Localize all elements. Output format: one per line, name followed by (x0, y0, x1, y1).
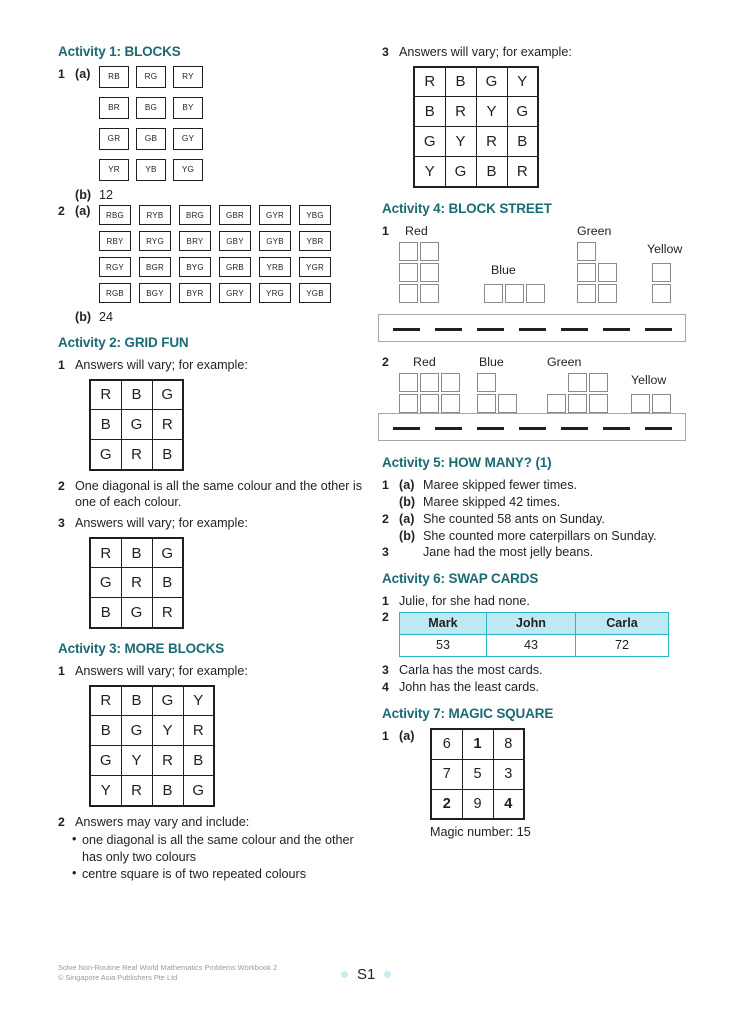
grid-row (90, 410, 183, 440)
grid-cell: G (476, 67, 507, 97)
answer-row (382, 511, 702, 528)
answer-text: 24 (99, 310, 114, 325)
grid-cell: R (121, 776, 152, 806)
answer-text: 12 (99, 187, 114, 202)
activity-3-grid-1 (89, 685, 215, 807)
block-tile: GY (173, 128, 203, 150)
answer-text: She counted more caterpillars on Sunday. (423, 528, 657, 543)
activity-6-q3-row (382, 662, 702, 679)
block-tile: GBY (219, 231, 251, 251)
block-tile: GR (99, 128, 129, 150)
activity-6-q4-row (382, 679, 702, 696)
block-tile: GRB (219, 257, 251, 277)
answer-text: Jane had the most jelly beans. (423, 545, 594, 560)
road-dash (561, 328, 588, 331)
question-number: 1 (382, 729, 389, 744)
grid-cell: B (152, 440, 183, 470)
grid-row (90, 380, 183, 410)
question-sublabel: (b) (399, 528, 416, 543)
activity-2-grid-1 (89, 379, 184, 471)
street-block (399, 394, 418, 413)
road-dash (477, 427, 504, 430)
grid-cell: R (90, 538, 121, 568)
activity-1-heading: Activity 1: BLOCKS (58, 44, 181, 59)
grid-cell: Y (414, 157, 445, 187)
activity-2-q1-row (58, 357, 376, 374)
street-block (420, 263, 439, 282)
grid-cell: G (90, 440, 121, 470)
street-block (441, 373, 460, 392)
grid-row (431, 729, 524, 759)
answer-text: Answers will vary; for example: (75, 663, 248, 678)
street-block (399, 373, 418, 392)
grid-cell: G (507, 97, 538, 127)
activity-6-heading: Activity 6: SWAP CARDS (382, 571, 539, 587)
grid-cell: B (121, 380, 152, 410)
street-block (420, 242, 439, 261)
activity-4-road-2 (378, 413, 686, 441)
question-sublabel: (b) (399, 495, 416, 510)
grid-cell: G (445, 157, 476, 187)
street-block (631, 394, 650, 413)
grid-cell: B (152, 776, 183, 806)
block-tile: BY (173, 97, 203, 119)
street-block (505, 284, 524, 303)
block-tile: YGR (299, 257, 331, 277)
block-tile: BRG (179, 205, 211, 225)
grid-cell: R (152, 746, 183, 776)
answer-text: Answers will vary; for example: (75, 357, 248, 372)
question-sublabel: (a) (399, 511, 415, 526)
street-block (420, 373, 439, 392)
activity-2-q2-row (58, 478, 376, 511)
question-number: 3 (382, 662, 389, 677)
grid-cell: G (152, 380, 183, 410)
street-block (577, 242, 596, 261)
dot-decoration-icon (341, 971, 348, 978)
question-number: 1 (382, 478, 389, 493)
grid-row (90, 746, 214, 776)
bullet-item: • one diagonal is all the same colour and the other has only two colours (72, 832, 376, 866)
answer-row (382, 494, 702, 511)
grid-cell: Y (445, 127, 476, 157)
page-marker (341, 966, 391, 983)
street-block (652, 263, 671, 282)
activity-3-heading: Activity 3: MORE BLOCKS (58, 640, 225, 656)
street-group-label: Green (577, 224, 612, 239)
block-tile: RG (136, 66, 166, 88)
activity-1-q2b-row (75, 309, 376, 326)
answer-text: One diagonal is all the same colour and the other is one of each colour. (75, 478, 363, 510)
street-group-label: Red (405, 224, 428, 239)
question-number: 2 (382, 355, 389, 370)
grid-cell: 8 (493, 729, 524, 759)
block-tile: RYB (139, 205, 171, 225)
question-number: 3 (58, 516, 65, 531)
activity-3-q2-bullets (58, 832, 376, 883)
answer-text: Maree skipped 42 times. (423, 495, 561, 510)
grid-cell: B (121, 538, 152, 568)
grid-row (414, 127, 538, 157)
grid-cell: B (90, 716, 121, 746)
block-tile: GB (136, 128, 166, 150)
street-group-label: Red (413, 355, 436, 370)
grid-cell: B (183, 746, 214, 776)
road-dash (561, 427, 588, 430)
grid-cell: 6 (431, 729, 462, 759)
question-number: 4 (382, 679, 389, 694)
block-tile: RBG (99, 205, 131, 225)
activity-3-q2-row (58, 814, 376, 831)
grid-row (414, 157, 538, 187)
right-column (382, 44, 702, 839)
grid-cell: 9 (462, 789, 493, 819)
grid-cell: Y (121, 746, 152, 776)
street-block (598, 284, 617, 303)
street-group-label: Green (547, 355, 582, 370)
grid-cell: R (445, 97, 476, 127)
answer-text: Julie, for she had none. (399, 594, 530, 609)
table-header-cell: Carla (575, 612, 668, 634)
grid-cell: R (90, 380, 121, 410)
grid-cell: Y (476, 97, 507, 127)
grid-cell: B (121, 686, 152, 716)
road-dash (393, 328, 420, 331)
road-dash (603, 328, 630, 331)
question-sublabel: (a) (75, 204, 91, 219)
road-dash (519, 328, 546, 331)
grid-cell: R (414, 67, 445, 97)
table-header-row (400, 612, 669, 634)
activity-3-q1-row (58, 663, 376, 680)
road-dash (645, 427, 672, 430)
question-number: 2 (58, 814, 65, 829)
question-sublabel: (a) (399, 478, 415, 493)
footer-copyright: © Singapore Asia Publishers Pte Ltd (58, 973, 178, 983)
grid-row (90, 686, 214, 716)
activity-4-road-1 (378, 314, 686, 342)
grid-row (90, 440, 183, 470)
grid-cell: R (183, 716, 214, 746)
activity-2-q3-row (58, 515, 376, 532)
grid-cell: R (152, 598, 183, 628)
grid-row (90, 568, 183, 598)
block-tile: BGR (139, 257, 171, 277)
bullet-item: • centre square is of two repeated colours (72, 866, 376, 883)
street-block (399, 242, 418, 261)
road-dash (435, 328, 462, 331)
street-block (589, 373, 608, 392)
grid-cell: 3 (493, 759, 524, 789)
street-block (399, 263, 418, 282)
page-number: S1 (357, 965, 376, 983)
activity-1-three-letter-blocks (99, 205, 376, 303)
grid-cell: R (90, 686, 121, 716)
table-header-cell: John (486, 612, 575, 634)
grid-cell: Y (183, 686, 214, 716)
grid-row (90, 776, 214, 806)
street-block (420, 394, 439, 413)
street-block (598, 263, 617, 282)
grid-cell: G (121, 716, 152, 746)
question-number: 1 (382, 223, 389, 238)
grid-cell: B (90, 598, 121, 628)
block-tile: GYB (259, 231, 291, 251)
activity-4-block-street-1 (399, 224, 702, 308)
grid-cell: G (414, 127, 445, 157)
street-block (420, 284, 439, 303)
grid-cell: G (152, 686, 183, 716)
street-block (577, 284, 596, 303)
street-block (477, 394, 496, 413)
grid-cell: Y (152, 716, 183, 746)
block-tile: BRY (179, 231, 211, 251)
block-tile: GRY (219, 283, 251, 303)
block-tile: GBR (219, 205, 251, 225)
grid-cell: 7 (431, 759, 462, 789)
road-dash (393, 427, 420, 430)
road-dash (519, 427, 546, 430)
grid-row (431, 759, 524, 789)
activity-7-heading: Activity 7: MAGIC SQUARE (382, 706, 554, 722)
question-sublabel: (a) (399, 729, 415, 744)
activity-5-items (382, 477, 702, 561)
street-group-label: Blue (479, 355, 504, 370)
street-block (498, 394, 517, 413)
activity-4-block-street-2 (399, 355, 702, 407)
block-tile: RB (99, 66, 129, 88)
grid-cell: R (121, 440, 152, 470)
grid-cell: B (90, 410, 121, 440)
question-sublabel: (b) (75, 187, 92, 202)
block-tile: RYG (139, 231, 171, 251)
answer-text: Answers may vary and include: (75, 814, 250, 829)
street-group-label: Yellow (647, 242, 683, 257)
block-tile: BR (99, 97, 129, 119)
street-block (652, 394, 671, 413)
block-tile: RGY (99, 257, 131, 277)
answer-text: Maree skipped fewer times. (423, 478, 577, 493)
activity-2-heading: Activity 2: GRID FUN (58, 334, 189, 350)
grid-cell: G (121, 598, 152, 628)
activity-3-grid-2 (413, 66, 539, 188)
table-row (400, 634, 669, 656)
page-footer (58, 963, 698, 984)
grid-cell: 2 (431, 789, 462, 819)
table-cell: 43 (486, 634, 575, 656)
answer-row (382, 477, 702, 494)
street-block (441, 394, 460, 413)
grid-cell: B (414, 97, 445, 127)
grid-row (414, 67, 538, 97)
grid-cell: R (507, 157, 538, 187)
answer-text: Carla has the most cards. (399, 662, 543, 677)
block-tile: YR (99, 159, 129, 181)
activity-2-grid-2 (89, 537, 184, 629)
grid-row (414, 97, 538, 127)
question-number: 1 (58, 67, 65, 81)
grid-cell: G (121, 410, 152, 440)
activity-1-q1b-row (75, 187, 376, 204)
question-number: 3 (382, 545, 389, 560)
street-block (589, 394, 608, 413)
grid-cell: G (90, 746, 121, 776)
question-number: 1 (382, 594, 389, 609)
grid-cell: G (183, 776, 214, 806)
block-tile: GYR (259, 205, 291, 225)
street-block (477, 373, 496, 392)
street-group-label: Blue (491, 263, 516, 278)
footer-title: Solve Non-Routine Real World Mathematics Problems Workbook 2 (58, 962, 278, 972)
grid-cell: R (152, 410, 183, 440)
block-tile: BYR (179, 283, 211, 303)
swap-cards-table (399, 612, 669, 657)
grid-cell: B (507, 127, 538, 157)
grid-cell: Y (90, 776, 121, 806)
answer-text: John has the least cards. (399, 679, 540, 694)
block-tile: RY (173, 66, 203, 88)
grid-cell: G (152, 538, 183, 568)
table-cell: 72 (575, 634, 668, 656)
grid-row (90, 538, 183, 568)
activity-1-two-letter-blocks (99, 66, 376, 181)
answer-text: Answers will vary; for example: (399, 45, 572, 59)
grid-cell: 4 (493, 789, 524, 819)
question-number: 3 (382, 45, 389, 59)
grid-cell: G (90, 568, 121, 598)
dot-decoration-icon (384, 971, 391, 978)
grid-cell: B (152, 568, 183, 598)
block-tile: BGY (139, 283, 171, 303)
street-block (484, 284, 503, 303)
question-number: 2 (382, 511, 389, 526)
question-number: 2 (58, 204, 65, 219)
table-cell: 53 (400, 634, 487, 656)
street-block (652, 284, 671, 303)
block-tile: BYG (179, 257, 211, 277)
grid-cell: 1 (462, 729, 493, 759)
answer-text: She counted 58 ants on Sunday. (423, 511, 605, 526)
activity-4-heading: Activity 4: BLOCK STREET (382, 200, 552, 216)
block-tile: RBY (99, 231, 131, 251)
road-dash (645, 328, 672, 331)
road-dash (477, 328, 504, 331)
street-block (399, 284, 418, 303)
street-block (526, 284, 545, 303)
block-tile: YG (173, 159, 203, 181)
grid-cell: R (476, 127, 507, 157)
road-dash (603, 427, 630, 430)
street-block (577, 263, 596, 282)
grid-cell: R (121, 568, 152, 598)
magic-number-text: Magic number: 15 (430, 825, 531, 840)
answer-row (382, 544, 702, 561)
grid-cell: B (445, 67, 476, 97)
street-block (568, 394, 587, 413)
grid-cell: B (476, 157, 507, 187)
grid-row (431, 789, 524, 819)
block-tile: YRG (259, 283, 291, 303)
block-tile: YBG (299, 205, 331, 225)
street-group-label: Yellow (631, 373, 667, 388)
street-block (568, 373, 587, 392)
question-number: 2 (382, 609, 389, 624)
grid-cell: 5 (462, 759, 493, 789)
activity-3-q3-row (382, 44, 702, 61)
answer-row (382, 528, 702, 545)
block-tile: RGB (99, 283, 131, 303)
road-dash (435, 427, 462, 430)
activity-5-heading: Activity 5: HOW MANY? (1) (382, 455, 552, 471)
grid-row (90, 598, 183, 628)
street-block (547, 394, 566, 413)
question-number: 1 (58, 357, 65, 372)
magic-square-grid (430, 728, 525, 820)
block-tile: BG (136, 97, 166, 119)
left-column (58, 44, 376, 883)
grid-row (90, 716, 214, 746)
grid-cell: Y (507, 67, 538, 97)
answer-text: Answers will vary; for example: (75, 516, 248, 531)
question-number: 2 (58, 478, 65, 493)
table-header-cell: Mark (400, 612, 487, 634)
block-tile: YBR (299, 231, 331, 251)
block-tile: YB (136, 159, 166, 181)
question-sublabel: (b) (75, 310, 92, 325)
block-tile: YGB (299, 283, 331, 303)
question-number: 1 (58, 663, 65, 678)
question-sublabel: (a) (75, 67, 91, 81)
block-tile: YRB (259, 257, 291, 277)
activity-6-q1-row (382, 593, 702, 610)
